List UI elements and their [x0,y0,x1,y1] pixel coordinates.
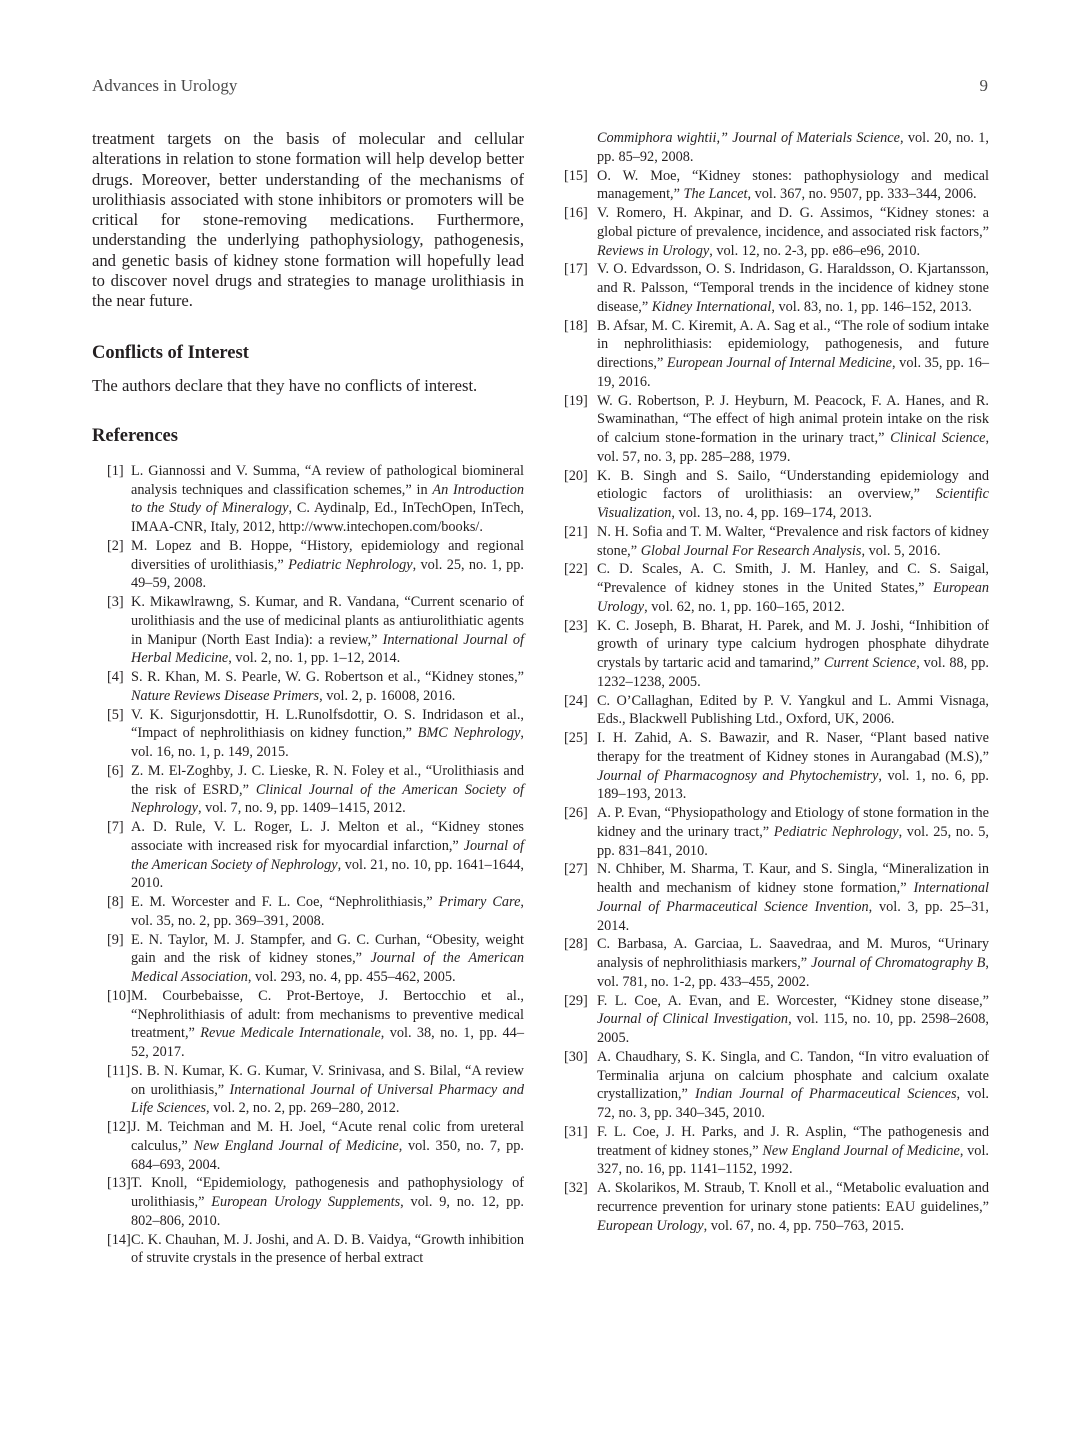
reference-source: New England Journal of Medicine [193,1137,399,1154]
reference-item [564,617,989,692]
reference-item [92,537,524,593]
reference-item [92,762,524,818]
reference-details: , vol. 57, no. 3, pp. 285–288, 1979. [597,430,990,465]
reference-source: Journal of the American Society of Nephrology [131,837,525,873]
reference-number: [2] [107,537,124,554]
reference-details: , vol. 3, pp. 25–31, 2014. [597,898,990,934]
reference-number: [18] [564,317,588,334]
reference-details: , vol. 88, pp. 1232–1238, 2005. [597,655,989,690]
reference-item [92,668,524,706]
reference-source: Journal of Pharmacognosy and Phytochemistry [597,767,879,784]
reference-source: An Introduction to the Study of Mineralogy [131,481,524,517]
reference-source: Current Science [823,655,917,671]
reference-authors-title: K. Mikawlrawng, S. Kumar, and R. Vandana, “Current scenario of urolithiasis and the use of medicinal plants as antiurolithiatic agents in Manipur (North East India): a review,” [131,594,524,648]
reference-number: [3] [107,594,124,611]
reference-details: , vol. 62, no. 1, pp. 160–165, 2012. [644,598,845,615]
reference-authors-title: C. K. Chauhan, M. J. Joshi, and A. D. B. Vaidya, “Growth inhibition of struvite crystals in the presence of herbal extract [131,1231,524,1267]
reference-authors-title: V. O. Edvardsson, O. S. Indridason, G. Haraldsson, O. Kjartansson, and R. Palsson, “Temporal trends in the incidence of kidney stone disease,” [597,261,989,315]
reference-authors-title: F. L. Coe, A. Evan, and E. Worcester, “Kidney stone disease,” [597,992,989,1009]
reference-details: , vol. 20, no. 1, pp. 85–92, 2008. [597,130,989,165]
reference-number: [14] [107,1231,131,1248]
reference-item [564,1123,989,1179]
reference-number: [23] [564,617,588,634]
reference-source: Journal of the American Medical Association [131,950,525,986]
journal-name: Advances in Urology [92,76,238,95]
reference-number: [27] [564,861,588,878]
reference-authors-title: A. Skolarikos, M. Straub, T. Knoll et al., “Metabolic evaluation and recurrence prevention for urinary stone patients: EAU guidelines,” [597,1180,989,1215]
reference-source: European Urology [597,1217,704,1234]
reference-authors-title: N. Chhiber, M. Sharma, T. Kaur, and S. Singla, “Mineralization in health and mechanism of kidney stone formation,” [597,861,989,896]
reference-number: [28] [564,936,588,953]
reference-details: , vol. 72, no. 3, pp. 340–345, 2010. [597,1086,989,1121]
reference-authors-title: O. W. Moe, “Kidney stones: pathophysiology and medical management,” [597,167,989,203]
reference-item [564,204,989,260]
reference-details: , vol. 67, no. 4, pp. 750–763, 2015. [703,1217,905,1234]
reference-details: , vol. 1, no. 6, pp. 189–193, 2013. [597,767,990,803]
reference-source: Global Journal For Research Analysis [640,542,862,559]
references-heading: References [92,425,178,446]
reference-details: , vol. 38, no. 1, pp. 44–52, 2017. [131,1025,524,1061]
reference-item [92,987,524,1062]
reference-details: , vol. 13, no. 4, pp. 169–174, 2013. [671,505,872,521]
reference-source: International Journal of Herbal Medicine [131,631,524,667]
reference-item [564,804,989,860]
reference-source: Nature Reviews Disease Primers [131,687,320,704]
reference-authors-title: K. C. Joseph, B. Bharat, H. Parek, and M. J. Joshi, “Inhibition of growth of urinary type calcium hydrogen phosphate dihydrate crystals by tartaric acid and tamarind,” [597,617,989,671]
reference-details: , vol. 21, no. 10, pp. 1641–1644, 2010. [131,856,524,892]
reference-source: International Journal of Universal Pharmacy and Life Sciences [131,1081,524,1117]
reference-number: [10] [107,987,131,1004]
reference-details: , vol. 350, no. 7, pp. 684–693, 2004. [131,1137,524,1173]
reference-details: , vol. 293, no. 4, pp. 455–462, 2005. [247,969,456,986]
reference-source: The Lancet [683,186,748,203]
conflicts-heading: Conflicts of Interest [92,342,249,363]
reference-source: Indian Journal of Pharmaceutical Sciences [694,1086,957,1103]
conflicts-statement: The authors declare that they have no conflicts of interest. [92,375,478,395]
reference-number: [22] [564,561,588,578]
reference-item [92,893,524,931]
reference-authors-title: N. H. Sofia and T. M. Walter, “Prevalence and risk factors of kidney stone,” [597,523,989,559]
reference-item [564,560,989,616]
reference-number: [32] [564,1180,588,1196]
reference-number: [1] [107,462,124,479]
reference-details: , vol. 367, no. 9507, pp. 333–344, 2006. [747,186,977,203]
reference-source: Clinical Science [890,430,986,446]
reference-authors-title: E. N. Taylor, M. J. Stampfer, and G. C. Curhan, “Obesity, weight gain and the risk of kidney stones,” [131,931,524,967]
reference-authors-title: M. Lopez and B. Hoppe, “History, epidemiology and regional diversities of urolithiasis,” [131,537,524,573]
reference-source: BMC Nephrology [417,725,521,742]
reference-source: Revue Medicale Internationale [200,1025,381,1042]
left-column [92,129,524,1268]
reference-number: [6] [107,762,124,779]
reference-number: [31] [564,1123,588,1140]
reference-details: , C. Aydinalp, Ed., InTechOpen, InTech, IMAA-CNR, Italy, 2012, http://www.intechopen.com/books/. [131,500,524,536]
right-column [564,129,989,1235]
reference-source: Pediatric Nephrology [288,556,413,573]
reference-item [92,593,524,668]
reference-number: [8] [107,894,124,911]
page-number: 9 [979,76,988,95]
reference-source: Scientific Visualization [597,486,989,521]
reference-details: , vol. 83, no. 1, pp. 146–152, 2013. [771,298,972,315]
reference-authors-title: E. M. Worcester and F. L. Coe, “Nephrolithiasis,” [131,894,439,911]
reference-item [92,1062,524,1118]
reference-details: , vol. 2, no. 1, pp. 1–12, 2014. [228,650,401,667]
reference-number: [11] [107,1062,131,1079]
reference-item [564,392,989,467]
reference-authors-title: C. D. Scales, A. C. Smith, J. M. Hanley, and C. S. Saigal, “Prevalence of kidney stones in the United States,” [597,561,989,596]
reference-item [564,523,989,561]
reference-authors-title: C. O’Callaghan, Edited by P. V. Yangkul and L. Ammi Visnaga, Eds., Blackwell Publishing Ltd., Oxford, UK, 2006. [597,692,989,728]
reference-authors-title: J. M. Teichman and M. H. Joel, “Acute renal colic from ureteral calculus,” [131,1119,524,1154]
reference-source: European Journal of Internal Medicine [666,355,892,371]
reference-details: , vol. 25, no. 5, pp. 831–841, 2010. [597,823,989,859]
reference-number: [25] [564,730,588,746]
reference-authors-title: B. Afsar, M. C. Kiremit, A. A. Sag et al., “The role of sodium intake in nephrolithiasis: epidemiology, pathogenesis, and future directions,” [597,317,989,371]
reference-number: [4] [107,669,124,686]
reference-source: European Urology Supplements [211,1194,401,1211]
reference-authors-title: I. H. Zahid, A. S. Bawazir, and R. Naser, “Plant based native therapy for the treatment of Kidney stones in Aurangabad (M.S),” [597,730,989,765]
reference-item [92,1231,524,1269]
reference-item [564,317,989,392]
reference-authors-title: M. Courbebaisse, C. Prot-Bertoye, J. Bertocchio et al., “Nephrolithiasis of adult: from mechanisms to preventive medical treatment,” [131,987,524,1042]
reference-authors-title: C. Barbasa, A. Garciaa, L. Saavedraa, and M. Muros, “Urinary analysis of nephrolithiasis markers,” [597,936,989,971]
intro-paragraph: treatment targets on the basis of molecular and cellular alterations in relation to stone formation will help develop better drugs. Moreover, better understanding of the mechanisms of urolithiasis associated with stone inhibitors or promoters will be critical for stone-removing medications. Furthermore, understanding the underlying pathophysiology, pathogenesis, and genetic basis of kidney stone formation will hopefully lead to discover novel drugs and strategies to manage urolithiasis in the near future. [92,129,524,311]
reference-number: [12] [107,1119,131,1136]
reference-14-continuation [564,129,989,167]
references-list-left [92,462,524,1268]
reference-number: [26] [564,805,588,821]
references-list-right [564,167,989,1236]
reference-source: Kidney International [651,298,772,315]
reference-item [564,935,989,991]
reference-item [92,818,524,893]
reference-details: , vol. 16, no. 1, p. 149, 2015. [131,725,524,761]
reference-number: [7] [107,819,124,836]
reference-item [92,706,524,762]
reference-details: , vol. 35, no. 2, pp. 369–391, 2008. [131,894,524,929]
reference-authors-title: V. K. Sigurjonsdottir, H. L.Runolfsdottir, O. S. Indridason et al., “Impact of nephrolithiasis on kidney function,” [131,706,524,742]
reference-item [92,1174,524,1230]
reference-number: [20] [564,467,588,484]
reference-authors-title: A. P. Evan, “Physiopathology and Etiology of stone formation in the kidney and the urinary tract,” [597,805,989,840]
reference-details: , vol. 2, p. 16008, 2016. [319,687,456,704]
reference-details: , vol. 2, no. 2, pp. 269–280, 2012. [206,1100,400,1117]
reference-number: [21] [564,523,588,540]
reference-source: New England Journal of Medicine [762,1142,960,1159]
reference-item [92,931,524,987]
reference-details: , vol. 115, no. 10, pp. 2598–2608, 2005. [597,1011,989,1046]
reference-item [564,260,989,316]
reference-number: [15] [564,167,588,184]
reference-item [564,992,989,1048]
reference-details: , vol. 35, pp. 16–19, 2016. [597,355,989,390]
reference-item [564,729,989,804]
reference-number: [19] [564,392,588,409]
reference-item [564,860,989,935]
reference-authors-title: F. L. Coe, J. H. Parks, and J. R. Asplin, “The pathogenesis and treatment of kidney stones,” [597,1123,989,1159]
reference-authors-title: K. B. Singh and S. Sailo, “Understanding epidemiology and etiologic factors of urolithiasis: an overview,” [597,467,989,503]
reference-number: [9] [107,931,124,948]
reference-authors-title: L. Giannossi and V. Summa, “A review of pathological biomineral analysis techniques and classification schemes,” in [131,462,524,498]
reference-source: Primary Care [438,894,521,911]
reference-number: [13] [107,1175,131,1192]
reference-number: [5] [107,706,124,723]
reference-details: , vol. 5, 2016. [861,542,941,559]
reference-number: [29] [564,992,588,1009]
reference-authors-title: T. Knoll, “Epidemiology, pathogenesis and pathophysiology of urolithiasis,” [131,1175,524,1211]
reference-number: [24] [564,692,588,709]
reference-authors-title: A. D. Rule, V. L. Roger, L. J. Melton et al., “Kidney stones associate with increased risk for myocardial infarction,” [131,819,524,854]
reference-details: , vol. 25, no. 1, pp. 49–59, 2008. [131,556,524,592]
reference-item [564,167,989,205]
reference-authors-title: W. G. Robertson, P. J. Heyburn, M. Peacock, F. A. Hanes, and R. Swaminathan, “The effect of high animal protein intake on the risk of calcium stone-formation in the urinary tract,” [597,392,989,446]
reference-number: [16] [564,205,588,221]
reference-authors-title: V. Romero, H. Akpinar, and D. G. Assimos, “Kidney stones: a global picture of prevalence, incidence, and associated risk factors,” [597,205,989,240]
reference-authors-title: A. Chaudhary, S. K. Singla, and C. Tandon, “In vitro evaluation of Terminalia arjuna on calcium phosphate and calcium oxalate crystallization,” [597,1048,989,1103]
reference-item [564,1048,989,1123]
reference-source: Clinical Journal of the American Society of Nephrology [131,781,524,817]
reference-source: Journal of Clinical Investigation [597,1011,789,1028]
reference-details: , vol. 7, no. 9, pp. 1409–1415, 2012. [197,800,406,817]
reference-item [564,1179,989,1235]
reference-item [92,462,524,537]
reference-item [564,692,989,730]
reference-source: Pediatric Nephrology [773,823,899,840]
reference-authors-title: Z. M. El-Zoghby, J. C. Lieske, R. N. Foley et al., “Urolithiasis and the risk of ESRD,” [131,762,524,798]
reference-details: , vol. 327, no. 16, pp. 1141–1152, 1992. [597,1142,989,1178]
running-header [92,76,988,96]
reference-source: Journal of Chromatography B [811,955,986,971]
reference-item [564,467,989,523]
reference-number: [30] [564,1048,588,1065]
reference-item [92,1118,524,1174]
reference-authors-title: S. B. N. Kumar, K. G. Kumar, V. Srinivasa, and S. Bilal, “A review on urolithiasis,” [131,1062,524,1098]
reference-details: , vol. 781, no. 1-2, pp. 433–455, 2002. [597,955,989,990]
reference-authors-title: S. R. Khan, M. S. Pearle, W. G. Robertson et al., “Kidney stones,” [131,669,524,686]
reference-details: , vol. 9, no. 12, pp. 802–806, 2010. [131,1194,524,1229]
reference-journal: Commiphora wightii,” Journal of Materials Science [597,130,900,146]
reference-source: Reviews in Urology [597,242,710,259]
reference-details: , vol. 12, no. 2-3, pp. e86–e96, 2010. [709,242,921,259]
reference-number: [17] [564,261,588,278]
reference-source: International Journal of Pharmaceutical Science Invention [597,880,989,915]
reference-source: European Urology [597,580,989,615]
